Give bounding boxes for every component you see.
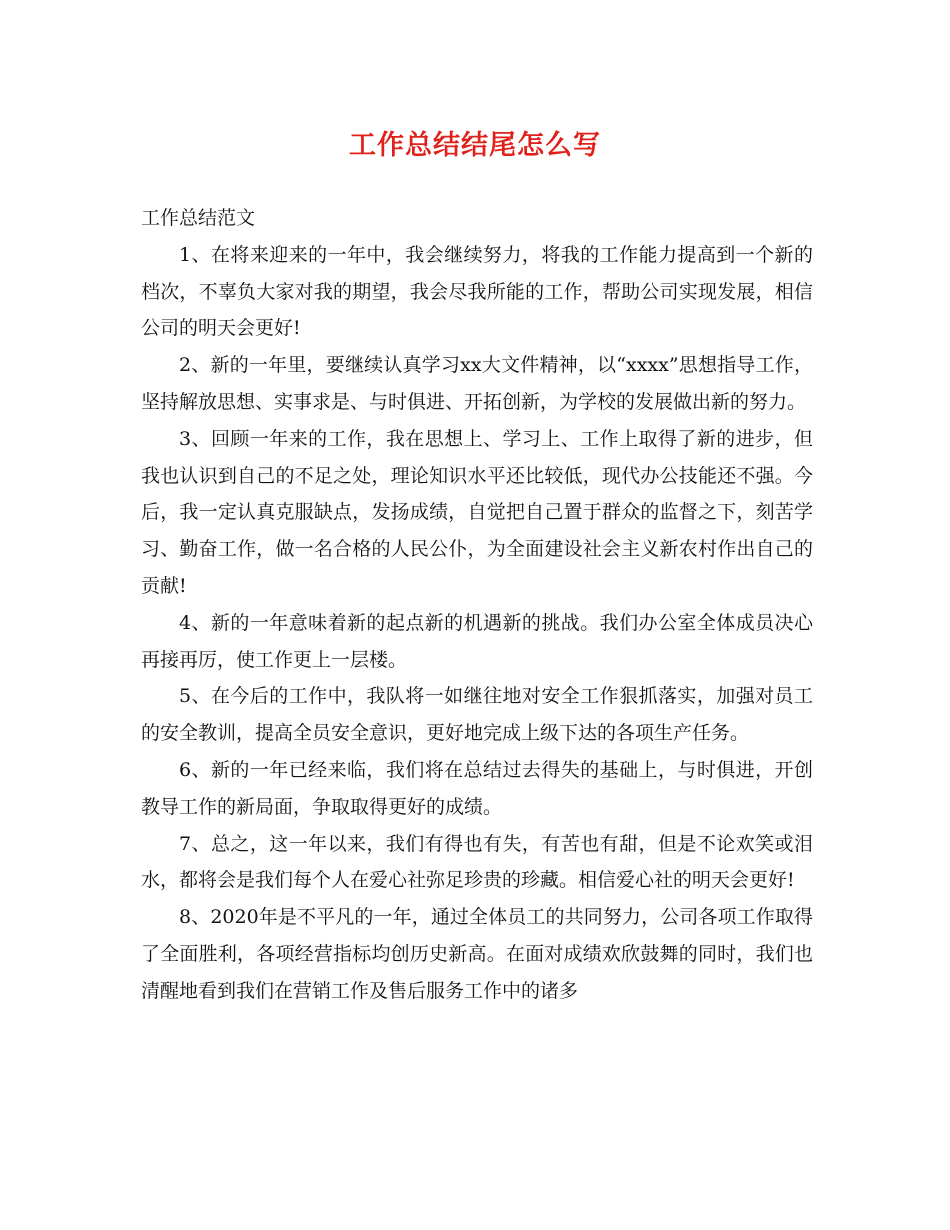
section-subheading: 工作总结范文 xyxy=(141,207,256,229)
document-title: 工作总结结尾怎么写 xyxy=(349,130,601,161)
paragraph-3: 3、回顾一年来的工作，我在思想上、学习上、工作上取得了新的进步，但我也认识到自己的不足之处，理论知识水平还比较低，现代办公技能还不强。今后，我一定认真克服缺点，发扬成绩，自觉把自己置于群众的监督之下，刻苦学习、勤奋工作，做一名合格的人民公仆，为全面建设社会主义新农村作出自己的贡献! xyxy=(141,427,813,597)
paragraph-1: 1、在将来迎来的一年中，我会继续努力，将我的工作能力提高到一个新的档次，不辜负大家对我的期望，我会尽我所能的工作，帮助公司实现发展，相信公司的明天会更好! xyxy=(141,243,813,340)
paragraph-8: 8、2020年是不平凡的一年，通过全体员工的共同努力，公司各项工作取得了全面胜利，各项经营指标均创历史新高。在面对成绩欢欣鼓舞的同时，我们也清醒地看到我们在营销工作及售后服务工作中的诸多 xyxy=(141,906,813,1002)
paragraph-4: 4、新的一年意味着新的起点新的机遇新的挑战。我们办公室全体成员决心再接再厉，使工作更上一层楼。 xyxy=(141,611,813,671)
paragraph-2: 2、新的一年里，要继续认真学习xx大文件精神，以“xxxx”思想指导工作，坚持解放思想、实事求是、与时俱进、开拓创新，为学校的发展做出新的努力。 xyxy=(141,354,813,413)
paragraph-7: 7、总之，这一年以来，我们有得也有失，有苦也有甜，但是不论欢笑或泪水，都将会是我们每个人在爱心社弥足珍贵的珍藏。相信爱心社的明天会更好! xyxy=(141,832,813,892)
document-body xyxy=(141,200,813,1010)
paragraph-5: 5、在今后的工作中，我队将一如继往地对安全工作狠抓落实，加强对员工的安全教训，提高全员安全意识，更好地完成上级下达的各项生产任务。 xyxy=(141,685,813,745)
paragraph-6: 6、新的一年已经来临，我们将在总结过去得失的基础上，与时俱进，开创教导工作的新局面，争取取得更好的成绩。 xyxy=(141,758,813,818)
